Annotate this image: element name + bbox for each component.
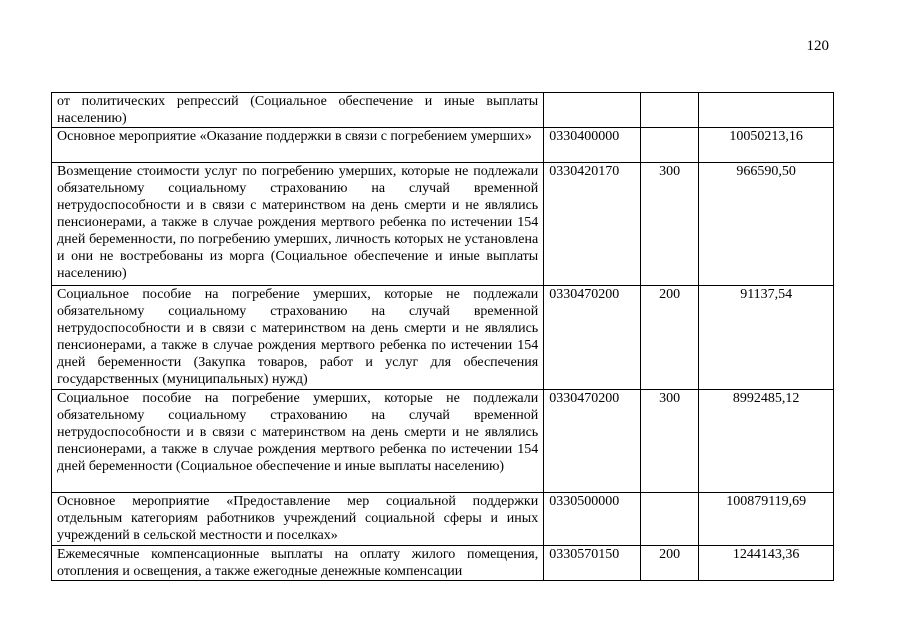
row-description: от политических репрессий (Социальное обеспечение и иные выплаты населению) xyxy=(52,93,544,128)
budget-table xyxy=(51,92,834,581)
row-amount: 8992485,12 xyxy=(699,390,834,493)
row-code: 0330400000 xyxy=(544,128,641,163)
row-amount: 1244143,36 xyxy=(699,546,834,581)
row-description: Возмещение стоимости услуг по погребению умерших, которые не подлежали обязательному социальному страхованию на случай временной нетрудоспособности и в связи с материнством на день смерти и не являлись пенсионерами, а также в случае рождения мертвого ребенка по истечении 154 дней беременности, по погребению умерших, личность которых не установлена и они не востребованы из морга (Социальное обеспечение и иные выплаты населению) xyxy=(52,163,544,286)
table-row xyxy=(52,93,834,128)
row-description: Основное мероприятие «Оказание поддержки в связи с погребением умерших» xyxy=(52,128,544,163)
row-amount: 100879119,69 xyxy=(699,493,834,546)
table-row xyxy=(52,128,834,163)
row-expense-type xyxy=(640,493,699,546)
row-description: Социальное пособие на погребение умерших, которые не подлежали обязательному социальному страхованию на случай временной нетрудоспособности и в связи с материнством на день смерти и не являлись пенсионерами, а также в случае рождения мертвого ребенка по истечении 154 дней беременности (Социальное обеспечение и иные выплаты населению) xyxy=(52,390,544,493)
row-expense-type xyxy=(640,93,699,128)
row-expense-type: 300 xyxy=(640,390,699,493)
row-amount: 91137,54 xyxy=(699,286,834,390)
row-amount xyxy=(699,93,834,128)
table-row xyxy=(52,493,834,546)
row-code: 0330470200 xyxy=(544,286,641,390)
row-code xyxy=(544,93,641,128)
row-expense-type: 200 xyxy=(640,546,699,581)
table-row xyxy=(52,546,834,581)
table-row xyxy=(52,163,834,286)
table-row xyxy=(52,286,834,390)
table-row xyxy=(52,390,834,493)
row-expense-type: 300 xyxy=(640,163,699,286)
page-number: 120 xyxy=(806,38,829,54)
row-code: 0330470200 xyxy=(544,390,641,493)
row-description: Основное мероприятие «Предоставление мер социальной поддержки отдельным категориям работников учреждений социальной сферы и иных учреждений в сельской местности и поселках» xyxy=(52,493,544,546)
row-description: Ежемесячные компенсационные выплаты на оплату жилого помещения, отопления и освещения, а также ежегодные денежные компенсации xyxy=(52,546,544,581)
row-amount: 966590,50 xyxy=(699,163,834,286)
row-expense-type: 200 xyxy=(640,286,699,390)
row-code: 0330500000 xyxy=(544,493,641,546)
row-amount: 10050213,16 xyxy=(699,128,834,163)
row-expense-type xyxy=(640,128,699,163)
row-code: 0330420170 xyxy=(544,163,641,286)
row-code: 0330570150 xyxy=(544,546,641,581)
row-description: Социальное пособие на погребение умерших, которые не подлежали обязательному социальному страхованию на случай временной нетрудоспособности и в связи с материнством на день смерти и не являлись пенсионерами, а также в случае рождения мертвого ребенка по истечении 154 дней беременности (Закупка товаров, работ и услуг для обеспечения государственных (муниципальных) нужд) xyxy=(52,286,544,390)
